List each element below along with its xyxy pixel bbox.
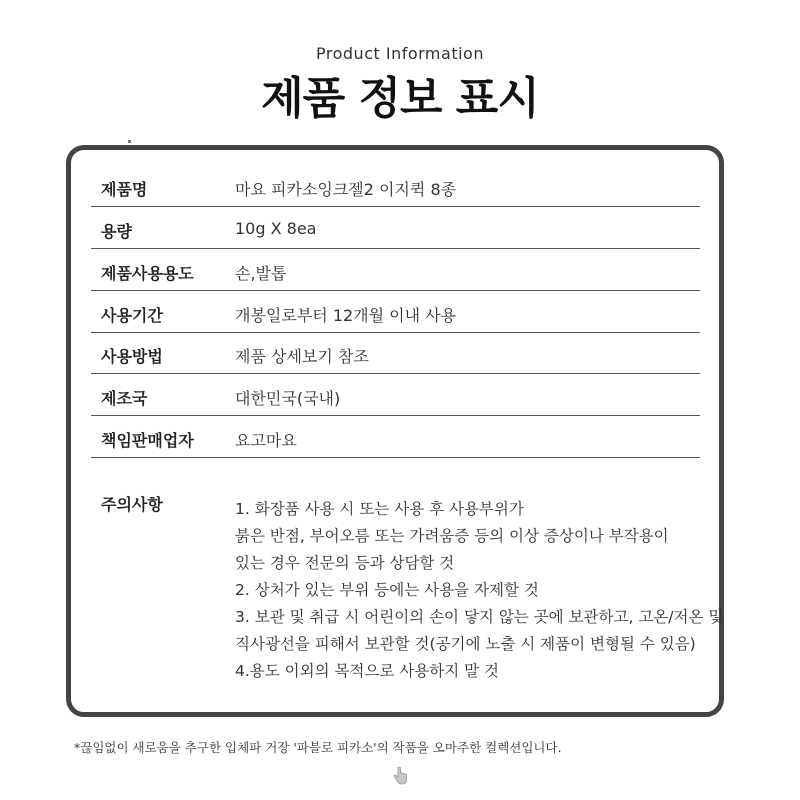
table-row (91, 416, 700, 458)
row-value: 개봉일로부터 12개월 이내 사용 (235, 306, 457, 325)
row-value: 제품 상세보기 참조 (235, 347, 369, 366)
table-row (91, 333, 700, 374)
table-row (91, 167, 700, 207)
table-row (91, 291, 700, 333)
caution-line: 3. 보관 및 취급 시 어린이의 손이 닿지 않는 곳에 보관하고, 고온/저온 및 (235, 608, 724, 626)
caution-line: 있는 경우 전문의 등과 상담할 것 (235, 554, 455, 572)
row-label: 사용방법 (101, 347, 163, 366)
table-row (91, 249, 700, 291)
row-value: 손,발톱 (235, 264, 287, 283)
row-label: 용량 (101, 222, 132, 241)
info-table (91, 167, 700, 458)
row-label: 책임판매업자 (101, 431, 194, 450)
row-value: 요고마요 (235, 431, 297, 450)
row-label: 사용기간 (101, 306, 163, 325)
row-label: 제품사용용도 (101, 264, 194, 283)
caution-line: 1. 화장품 사용 시 또는 사용 후 사용부위가 (235, 500, 524, 518)
caution-text (235, 496, 724, 685)
caution-line: 붉은 반점, 부어오름 또는 가려움증 등의 이상 증상이나 부작용이 (235, 527, 669, 545)
row-value: 대한민국(국내) (235, 389, 341, 408)
table-row (91, 207, 700, 249)
row-label: 제품명 (101, 180, 148, 199)
caution-line: 4.용도 이외의 목적으로 사용하지 말 것 (235, 662, 500, 680)
hand-pointer-icon (390, 766, 410, 786)
caution-label: 주의사항 (101, 495, 163, 514)
page-subtitle: Product Information (316, 44, 484, 63)
footnote: *끊임없이 새로움을 추구한 입체파 거장 '파블로 피카소'의 작품을 오마주한 컬렉션입니다. (74, 740, 562, 755)
row-value: 마요 피카소잉크젤2 이지퀵 8종 (235, 180, 457, 199)
caution-line: 직사광선을 피해서 보관할 것(공기에 노출 시 제품이 변형될 수 있음) (235, 635, 696, 653)
table-row (91, 374, 700, 416)
row-label: 제조국 (101, 389, 148, 408)
decorative-dot (128, 140, 131, 143)
row-value: 10g X 8ea (235, 219, 317, 238)
page-title: 제품 정보 표시 (261, 73, 539, 124)
caution-line: 2. 상처가 있는 부위 등에는 사용을 자제할 것 (235, 581, 539, 599)
